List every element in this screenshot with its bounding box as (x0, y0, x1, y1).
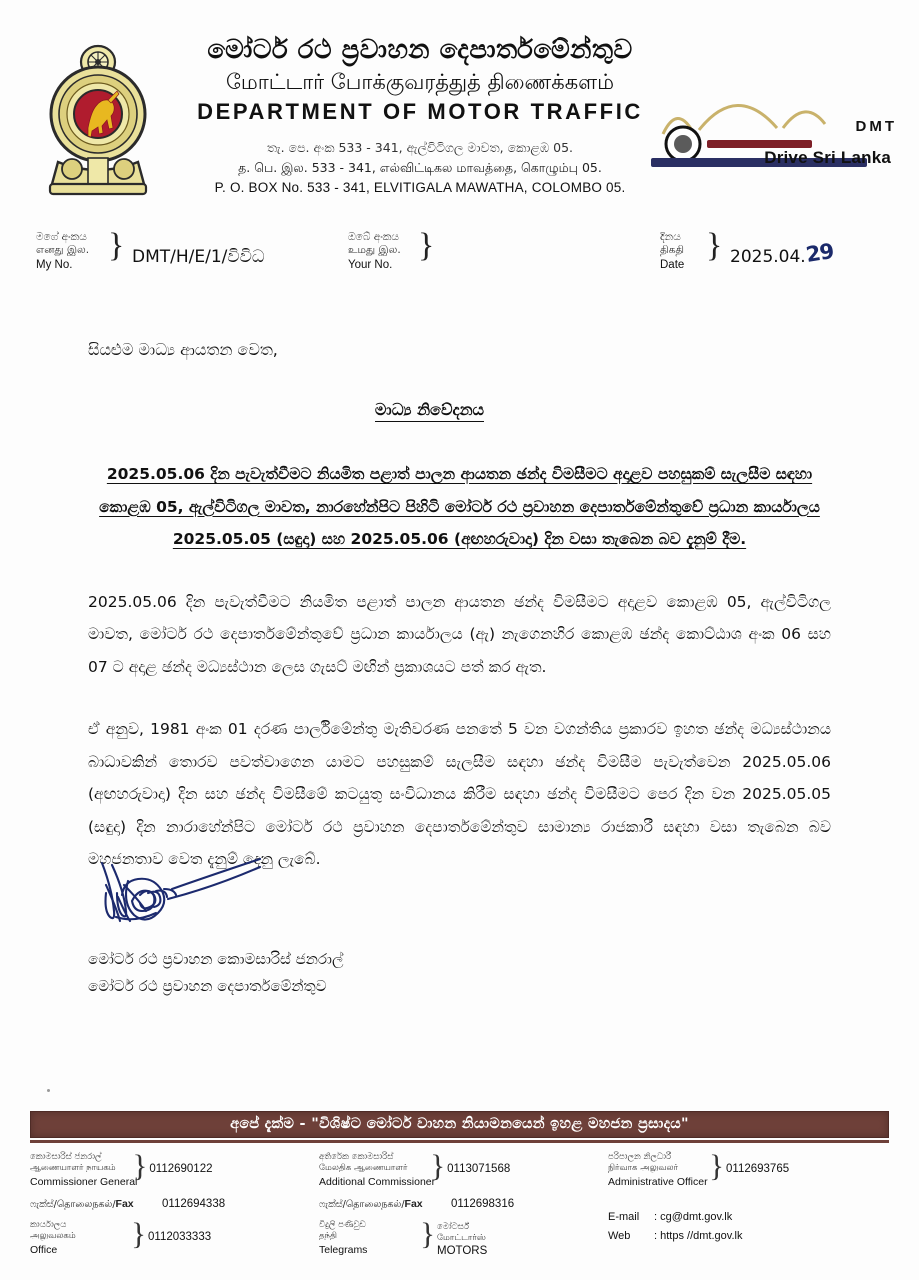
your-no-label-sinhala: ඔබේ අංකය (348, 231, 399, 243)
office-brace: } (131, 1215, 146, 1251)
label-english: Administrative Officer (608, 1175, 708, 1188)
web-label: Web (608, 1229, 631, 1242)
telegram-code-english: MOTORS (437, 1244, 488, 1257)
address-block (170, 139, 670, 198)
fax-label-english: Fax (115, 1197, 134, 1210)
contact-row-telegrams (319, 1215, 600, 1257)
contact-row-office (30, 1215, 311, 1257)
dmt-tagline: Drive Sri Lanka (764, 148, 891, 167)
my-no-label (36, 231, 89, 273)
your-no-label (348, 231, 401, 273)
contact-column-1 (30, 1147, 311, 1266)
vision-banner (30, 1111, 889, 1138)
contact-column-3 (608, 1147, 889, 1266)
label-tamil: மேலதிக ஆணையாளர் (319, 1163, 408, 1174)
telegrams-label (319, 1215, 437, 1257)
fax-number-2: 0112698316 (451, 1198, 515, 1211)
my-no-brace: } (108, 227, 125, 264)
sri-lanka-national-emblem (36, 36, 160, 202)
email-label: E-mail (608, 1210, 640, 1223)
web-value: : https //dmt.gov.lk (654, 1229, 743, 1242)
fax-label: ෆැක්ස්/தொலைநகல்/Fax (30, 1197, 134, 1210)
contact-row-fax-2 (319, 1198, 600, 1211)
dmt-abbreviation: DMT (855, 118, 897, 135)
contact-row-administrative-officer (608, 1147, 889, 1189)
your-no-label-english: Your No. (348, 258, 393, 271)
telegrams-label-sinhala: විදුලි පණිවුඩ (319, 1219, 366, 1230)
your-no-label-tamil: உமது இல. (348, 244, 401, 257)
telegrams-brace: } (420, 1215, 435, 1251)
subject-paragraph (88, 458, 831, 556)
my-no-label-sinhala: මගේ අංකය (36, 231, 87, 243)
address-sinhala: තැ. පෙ. අංක 533 - 341, ඇල්විටිගල මාවත, කොළඹ 05. (266, 139, 574, 155)
title-english: DEPARTMENT OF MOTOR TRAFFIC (197, 98, 643, 124)
address-english: P. O. BOX No. 533 - 341, ELVITIGALA MAWATHA, COLOMBO 05. (214, 179, 626, 195)
vision-text: අපේ දැක්ම - "විශිෂ්ට මෝටර් වාහන නියාමනයෙන් ඉහළ මහජන ප්‍රසාදය" (230, 1116, 689, 1133)
title-tamil: மோட்டார் போக்குவரத்துத் திணைக்களம் (225, 69, 614, 94)
label-tamil: நிர்வாக அலுவலர் (608, 1163, 679, 1174)
office-number: 0112033333 (148, 1230, 212, 1243)
label-sinhala: කොමසාරිස් ජනරාල් (30, 1151, 102, 1162)
fax-label: ෆැක්ස්/தொலைநகல்/Fax (319, 1197, 423, 1210)
document-title-text: මාධ්‍ය නිවේදනය (375, 400, 484, 422)
page-speck (47, 1089, 50, 1092)
contact-row-fax-1 (30, 1198, 311, 1211)
addressee: සියළුම මාධ්‍ය ආයතන වෙත, (88, 340, 278, 359)
web-contact-block (608, 1198, 889, 1245)
label-brace: } (132, 1147, 148, 1183)
telegram-code-tamil: மோட்டார்ஸ் (437, 1233, 486, 1244)
paragraph-1: 2025.05.06 දින පැවැත්වීමට නියමිත පළාත් පාලන ආයතන ඡන්ද විමසීමට අදාළව කොළඹ 05, ඇල්විටිගල මාවත, මෝටර් රථ දෙපාර්තමේන්තුවේ ප්‍රධාන කාර්යාලය (ඇ) නැගෙනහිර කොළඹ ඡන්ද කොට්ඨාශ අංක 06 සහ 07 ට අදාළ ඡන්ද මධ්‍යස්ථාන ලෙස ගැසට් මඟින් ප්‍රකාශයට පත් කර ඇත. (88, 592, 831, 676)
department-title-block (170, 34, 670, 198)
date-handwritten: 29 (804, 239, 835, 267)
signature-department: මෝටර් රථ ප්‍රවාහන දෙපාර්තමේන්තුව (88, 976, 327, 995)
date-label (660, 231, 684, 273)
signature-block (88, 855, 508, 999)
letterhead (0, 0, 919, 205)
your-no-brace: } (418, 227, 435, 264)
my-no-label-tamil: எனது இல. (36, 244, 90, 257)
web-row (608, 1227, 889, 1246)
signature-name: මෝටර් රථ ප්‍රවාහන කොමසාරිස් ජනරාල් (88, 950, 344, 968)
address-tamil: த. பெ. இல. 533 - 341, எல்விட்டிகல மாவத்தை, கொழும்பு 05. (238, 159, 602, 175)
title-sinhala: මෝටර් රථ ප්‍රවාහන දෙපාර්තමේන්තුව (207, 35, 633, 65)
vision-banner-underline (30, 1140, 889, 1143)
contact-number: 0113071568 (447, 1162, 511, 1175)
email-value: : cg@dmt.gov.lk (654, 1210, 733, 1223)
office-label-english: Office (30, 1243, 58, 1256)
contact-number: 0112693765 (726, 1162, 790, 1175)
contact-grid (30, 1147, 889, 1266)
handwritten-signature (88, 855, 388, 940)
contact-column-2 (319, 1147, 600, 1266)
fax-label-tamil: தொலைநகல் (56, 1198, 113, 1210)
fax-label-sinhala: ෆැක්ස් (30, 1198, 54, 1210)
date-brace: } (706, 227, 723, 264)
label-brace: } (430, 1147, 446, 1183)
fax-label-sinhala: ෆැක්ස් (319, 1198, 343, 1210)
date-value: 2025.04. (730, 247, 806, 267)
label-tamil: ஆணையாளர் நாயகம் (30, 1163, 116, 1174)
office-label-sinhala: කාර්යාලය (30, 1219, 67, 1230)
contact-label (319, 1147, 447, 1189)
contact-number: 0112690122 (149, 1162, 213, 1175)
fax-number-1: 0112694338 (162, 1198, 226, 1211)
telegrams-label-english: Telegrams (319, 1243, 368, 1256)
fax-label-tamil: தொலைநகல் (345, 1198, 402, 1210)
label-english: Commissioner General (30, 1175, 138, 1188)
email-row (608, 1208, 889, 1227)
office-label (30, 1215, 148, 1257)
label-english: Additional Commissioner (319, 1175, 436, 1188)
letter-body (0, 340, 919, 876)
my-no-label-english: My No. (36, 258, 73, 271)
subject-paragraph-text: 2025.05.06 දින පැවැත්වීමට නියමිත පළාත් පාලන ආයතන ඡන්ද විමසීමට අදාළව පහසුකම් සැලසීම සඳහා කොළඹ 05, ඇල්විටිගල මාවත, නාරහේන්පිට පිහිටි මෝටර් රථ ප්‍රවාහන දෙපාර්තමේන්තුවේ ප්‍රධාන කාර්යාලය 2025.05.05 (සඳුදා) සහ 2025.05.06 (අඟහරුවාදා) දින වසා තැබෙන බව දැනුම් දීම. (99, 465, 820, 549)
date-label-english: Date (660, 258, 685, 271)
reference-row (0, 215, 919, 283)
paragraph-2: ඒ අනුව, 1981 අංක 01 දරණ පාර්ලිමේන්තු මැතිවරණ පනතේ 5 වන වගන්තිය ප්‍රකාරව ඉහත ඡන්ද මධ්‍යස්ථානය බාධාවකින් තොරව පවත්වාගෙන යාමට පහසුකම් සැලසීම සඳහා ඡන්ද විමසීම පැවැත්වෙන 2025.05.06 (අඟහරුවාදා) දින සහ ඡන්ද විමසීමේ කටයුතු සංවිධානය කිරීම සඳහා ඡන්ද විමසීමට පෙර දින වන 2025.05.05 (සඳුදා) දින නාරාහේන්පිට මෝටර් රථ ප්‍රවාහන දෙපාර්තමේන්තුව සාමාන්‍ය රාජකාරී සඳහා වසා තැබෙන බව මහජනතාව වෙත දැනුම් දෙනු ලැබේ. (88, 720, 831, 869)
telegram-code-sinhala: මෝටර්ස් (437, 1221, 470, 1232)
label-sinhala: අතිරේක කොමසාරිස් (319, 1151, 394, 1162)
contact-row-additional-commissioner (319, 1147, 600, 1189)
contact-row-commissioner-general (30, 1147, 311, 1189)
telegrams-label-tamil: தந்தி (319, 1231, 337, 1242)
label-sinhala: පරිපාලන නිලධාරී (608, 1151, 672, 1162)
contact-label (30, 1147, 149, 1189)
fax-label-english: Fax (404, 1197, 423, 1210)
footer (0, 1111, 919, 1266)
my-no-value: DMT/H/E/1/විවිධ (132, 247, 265, 267)
document-title (0, 400, 919, 420)
label-brace: } (709, 1147, 724, 1183)
office-label-tamil: அலுவலகம் (30, 1231, 76, 1242)
date-label-tamil: திகதி (660, 244, 684, 257)
telegram-code (437, 1220, 487, 1257)
date-label-sinhala: දිනය (660, 231, 681, 243)
contact-label (608, 1147, 726, 1189)
